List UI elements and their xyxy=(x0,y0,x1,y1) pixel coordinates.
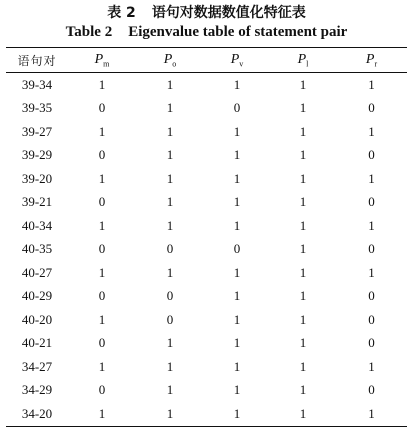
pv-cell: 1 xyxy=(233,358,241,374)
statement-pair-cell: 40-21 xyxy=(21,335,53,351)
po-cell: 1 xyxy=(166,76,174,92)
po-cell: 1 xyxy=(166,382,174,398)
pl-cell: 1 xyxy=(299,405,307,421)
po-cell: 1 xyxy=(166,405,174,421)
pv-cell: 0 xyxy=(233,241,241,257)
pr-cell: 0 xyxy=(368,241,375,257)
pl-cell: 1 xyxy=(299,264,307,280)
statement-pair-cell: 40-27 xyxy=(21,264,53,280)
statement-pair-cell: 39-27 xyxy=(21,123,53,139)
pl-cell: 1 xyxy=(299,335,307,351)
po-cell: 1 xyxy=(166,147,174,163)
pl-cell: 1 xyxy=(299,170,307,186)
table-caption-chinese: 语句对数据数值化特征表 xyxy=(151,5,306,21)
statement-pair-cell: 39-34 xyxy=(21,76,53,92)
pm-cell: 1 xyxy=(98,170,106,186)
table-row xyxy=(6,379,407,403)
column-header-pv: $P_v$ xyxy=(230,52,244,69)
pl-cell: 1 xyxy=(299,382,307,398)
pv-cell: 1 xyxy=(233,288,241,304)
po-cell: 1 xyxy=(166,358,174,374)
pr-cell: 0 xyxy=(368,147,375,163)
pl-cell: 1 xyxy=(299,288,307,304)
pm-cell: 1 xyxy=(98,264,106,280)
table-row xyxy=(6,167,407,191)
pl-cell: 1 xyxy=(299,147,307,163)
po-cell: 0 xyxy=(166,288,174,304)
table-row xyxy=(6,214,407,238)
pm-cell: 1 xyxy=(98,217,106,233)
po-cell: 1 xyxy=(166,264,174,280)
table-body xyxy=(6,73,407,427)
pr-cell: 1 xyxy=(368,405,375,421)
po-cell: 1 xyxy=(166,335,174,351)
pl-cell: 1 xyxy=(299,217,307,233)
pv-cell: 1 xyxy=(233,311,241,327)
pm-cell: 0 xyxy=(98,288,106,304)
pl-cell: 1 xyxy=(299,194,307,210)
pm-cell: 1 xyxy=(98,358,106,374)
pl-cell: 1 xyxy=(299,76,307,92)
pl-cell: 1 xyxy=(299,358,307,374)
table-row xyxy=(6,97,407,121)
statement-pair-cell: 40-20 xyxy=(21,311,53,327)
table-title-english xyxy=(0,24,413,41)
pr-cell: 1 xyxy=(368,76,375,92)
statement-pair-cell: 40-35 xyxy=(21,241,53,257)
table-header-row xyxy=(6,48,407,73)
pv-cell: 1 xyxy=(233,335,241,351)
table-caption-english: Eigenvalue table of statement pair xyxy=(128,24,348,40)
pr-cell: 0 xyxy=(368,311,375,327)
pv-cell: 1 xyxy=(233,382,241,398)
pm-cell: 1 xyxy=(98,76,106,92)
pr-cell: 0 xyxy=(368,100,375,116)
table-row xyxy=(6,285,407,309)
po-cell: 1 xyxy=(166,123,174,139)
pm-cell: 1 xyxy=(98,311,106,327)
pm-cell: 0 xyxy=(98,147,106,163)
pr-cell: 1 xyxy=(368,217,375,233)
pr-cell: 1 xyxy=(368,264,375,280)
po-cell: 0 xyxy=(166,311,174,327)
column-header-statement-pair: 语句对 xyxy=(17,53,57,68)
pm-cell: 0 xyxy=(98,241,106,257)
statement-pair-cell: 39-21 xyxy=(21,194,53,210)
table-row xyxy=(6,73,407,97)
table-row xyxy=(6,144,407,168)
statement-pair-cell: 39-35 xyxy=(21,100,53,116)
po-cell: 1 xyxy=(166,100,174,116)
statement-pair-cell: 34-29 xyxy=(21,382,53,398)
statement-pair-cell: 39-20 xyxy=(21,170,53,186)
pl-cell: 1 xyxy=(299,311,307,327)
pl-cell: 1 xyxy=(299,100,307,116)
pr-cell: 0 xyxy=(368,288,375,304)
pv-cell: 1 xyxy=(233,264,241,280)
po-cell: 1 xyxy=(166,217,174,233)
table-row xyxy=(6,355,407,379)
pm-cell: 1 xyxy=(98,123,106,139)
statement-pair-cell: 34-27 xyxy=(21,358,53,374)
pm-cell: 0 xyxy=(98,382,106,398)
table-row xyxy=(6,332,407,356)
column-header-pl: $P_l$ xyxy=(297,52,309,69)
pv-cell: 1 xyxy=(233,405,241,421)
table-row xyxy=(6,308,407,332)
pm-cell: 1 xyxy=(98,405,106,421)
statement-pair-cell: 34-20 xyxy=(21,405,53,421)
pl-cell: 1 xyxy=(299,123,307,139)
pv-cell: 1 xyxy=(233,217,241,233)
column-header-pm: $P_m$ xyxy=(94,52,110,69)
pv-cell: 1 xyxy=(233,123,241,139)
pr-cell: 0 xyxy=(368,194,375,210)
table-row xyxy=(6,261,407,285)
pv-cell: 1 xyxy=(233,147,241,163)
pr-cell: 1 xyxy=(368,358,375,374)
statement-pair-cell: 39-29 xyxy=(21,147,53,163)
column-header-po: $P_o$ xyxy=(163,52,177,69)
column-header-pr: $P_r$ xyxy=(365,52,378,69)
pr-cell: 0 xyxy=(368,382,375,398)
eigenvalue-table xyxy=(6,47,407,427)
table-number-english: Table 2 xyxy=(65,24,113,40)
pr-cell: 1 xyxy=(368,123,375,139)
po-cell: 1 xyxy=(166,170,174,186)
statement-pair-cell: 40-34 xyxy=(21,217,53,233)
pm-cell: 0 xyxy=(98,194,106,210)
pv-cell: 0 xyxy=(233,100,241,116)
table-row xyxy=(6,402,407,426)
table-title-chinese xyxy=(0,2,413,22)
pv-cell: 1 xyxy=(233,170,241,186)
pr-cell: 1 xyxy=(368,170,375,186)
pl-cell: 1 xyxy=(299,241,307,257)
pr-cell: 0 xyxy=(368,335,375,351)
pv-cell: 1 xyxy=(233,194,241,210)
po-cell: 0 xyxy=(166,241,174,257)
po-cell: 1 xyxy=(166,194,174,210)
table-row xyxy=(6,120,407,144)
table-row xyxy=(6,238,407,262)
pv-cell: 1 xyxy=(233,76,241,92)
table-row xyxy=(6,191,407,215)
table-number-chinese: 表 2 xyxy=(107,5,136,21)
pm-cell: 0 xyxy=(98,335,106,351)
statement-pair-cell: 40-29 xyxy=(21,288,53,304)
pm-cell: 0 xyxy=(98,100,106,116)
